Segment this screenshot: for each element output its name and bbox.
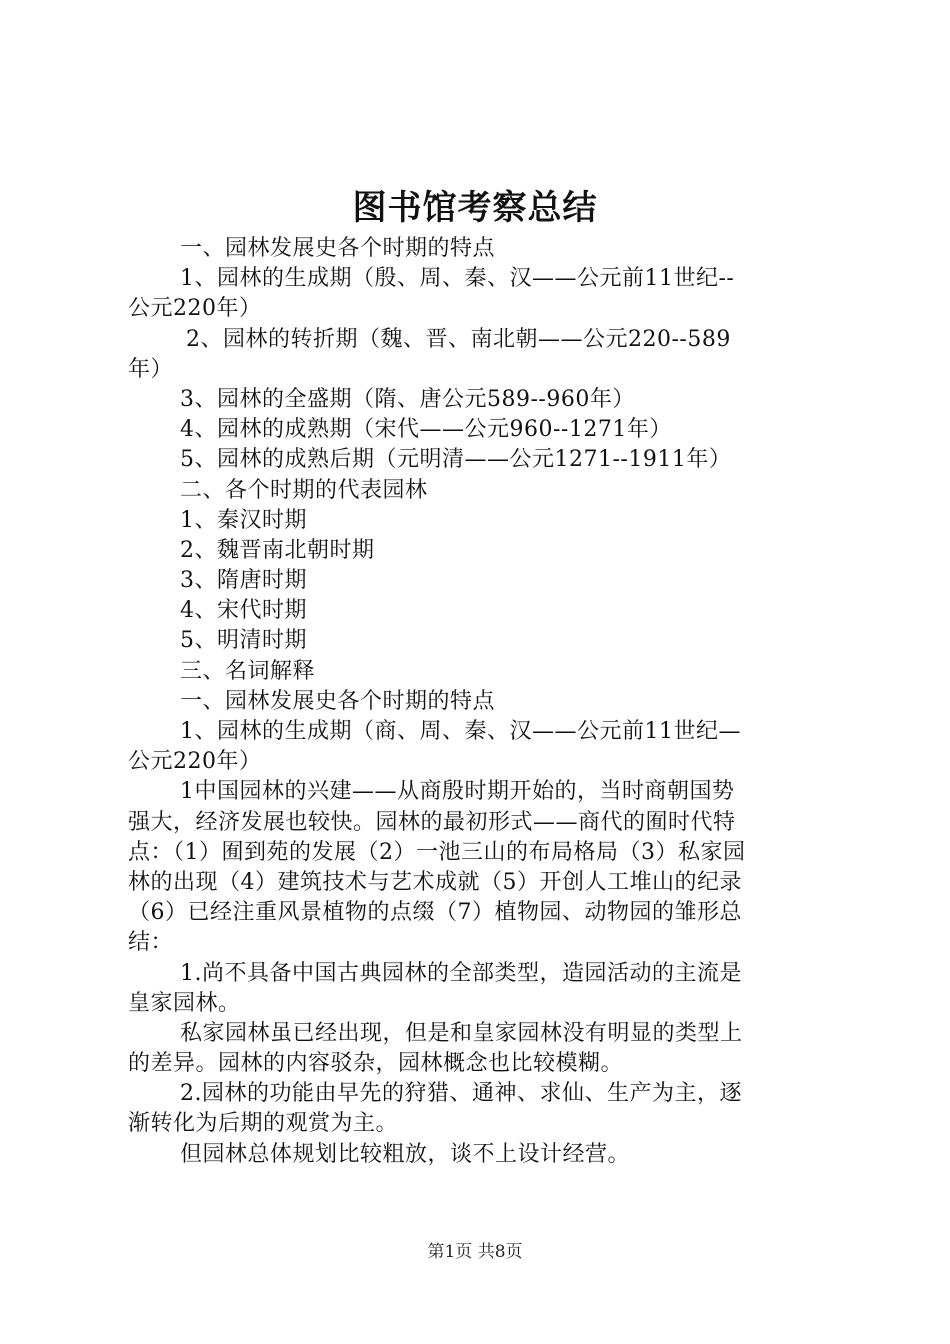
list-item: 5、明清时期 xyxy=(180,628,307,654)
paragraph-line: 皇家园林。 xyxy=(128,990,241,1016)
heading-3: 三、名词解释 xyxy=(180,658,316,684)
paragraph-line: 1.尚不具备中国古典园林的全部类型，造园活动的主流是 xyxy=(180,960,742,986)
paragraph-line: 的差异。园林的内容驳杂，园林概念也比较模糊。 xyxy=(128,1051,624,1077)
list-item: 1、秦汉时期 xyxy=(180,507,307,533)
paragraph-line: 5、园林的成熟后期（元明清——公元1271--1911年） xyxy=(180,447,732,473)
heading-1: 一、园林发展史各个时期的特点 xyxy=(180,236,496,261)
paragraph-line: 渐转化为后期的观赏为主。 xyxy=(128,1111,399,1137)
heading-1-repeat: 一、园林发展史各个时期的特点 xyxy=(180,688,496,714)
paragraph-line: 私家园林虽已经出现，但是和皇家园林没有明显的类型上 xyxy=(180,1020,743,1046)
paragraph-line: （6）已经注重风景植物的点缀（7）植物园、动物园的雏形总 xyxy=(128,900,742,926)
page-number-footer: 第1页 共8页 xyxy=(427,1242,523,1262)
list-item: 3、隋唐时期 xyxy=(180,568,307,594)
paragraph-line: 点：（1）囿到苑的发展（2）一池三山的布局格局（3）私家园 xyxy=(128,839,746,865)
paragraph-line: 强大，经济发展也较快。园林的最初形式——商代的囿时代特 xyxy=(128,809,736,835)
paragraph-line: 4、园林的成熟期（宋代——公元960--1271年） xyxy=(180,417,672,443)
paragraph-line: 2、园林的转折期（魏、晋、南北朝——公元220--589 xyxy=(186,326,731,352)
paragraph-line: 2.园林的功能由早先的狩猎、通神、求仙、生产为主，逐 xyxy=(180,1081,742,1107)
paragraph-line: 公元220年） xyxy=(128,749,262,775)
paragraph-line: 1、园林的生成期（殷、周、秦、汉——公元前11世纪-- xyxy=(180,266,735,292)
paragraph-line: 结： xyxy=(128,930,174,956)
paragraph-line: 1中国园林的兴建——从商殷时期开始的，当时商朝国势 xyxy=(180,779,735,805)
document-title: 图书馆考察总结 xyxy=(352,188,598,228)
paragraph-line: 年） xyxy=(128,356,174,382)
paragraph-line: 3、园林的全盛期（隋、唐公元589--960年） xyxy=(180,386,635,412)
list-item: 2、魏晋南北朝时期 xyxy=(180,537,375,563)
paragraph-line: 1、园林的生成期（商、周、秦、汉——公元前11世纪— xyxy=(180,719,741,744)
paragraph-line: 但园林总体规划比较粗放，谈不上设计经营。 xyxy=(180,1141,631,1167)
paragraph-line: 公元220年） xyxy=(128,296,262,322)
heading-2: 二、各个时期的代表园林 xyxy=(180,477,428,503)
paragraph-line: 林的出现（4）建筑技术与艺术成就（5）开创人工堆山的纪录 xyxy=(128,869,742,895)
document-body xyxy=(128,234,832,1170)
list-item: 4、宋代时期 xyxy=(180,598,307,624)
